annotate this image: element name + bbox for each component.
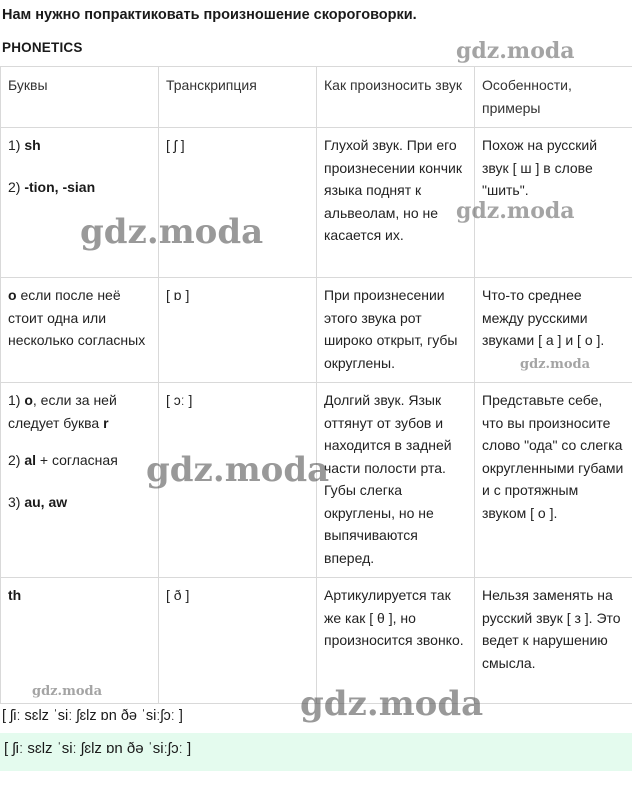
answer-transcription: [ ʃiː sɛlz ˈsiː ʃɛlz ɒn ðə ˈsiːʃɔː ]	[2, 708, 183, 724]
header-notes: Особенности, примеры	[475, 67, 632, 128]
letters-cell: th	[1, 578, 159, 704]
transcription-cell: [ ɔː ]	[159, 383, 317, 578]
watermark: gdz.moda	[146, 450, 330, 490]
page-heading: Нам нужно попрактиковать произношение скороговорки.	[2, 7, 417, 23]
table-row	[1, 128, 632, 278]
how-cell: Долгий звук. Язык оттянут от зубов и находится в задней части полости рта. Губы слегка округлены, но не выпячиваются вперед.	[317, 383, 475, 578]
header-transcription: Транскрипция	[159, 67, 317, 128]
notes-cell: Похож на русский звук [ ш ] в слове "шить".	[475, 128, 632, 278]
notes-cell: Представьте себе, что вы произносите слово "ода" со слегка округленными губами и с протяжным звуком [ о ].	[475, 383, 632, 578]
notes-cell: Нельзя заменять на русский звук [ з ]. Это ведет к нарушению смысла.	[475, 578, 632, 704]
watermark: gdz.moda	[300, 684, 484, 724]
table-header-row	[1, 67, 632, 128]
watermark: gdz.moda	[32, 684, 103, 699]
notes-cell: Что-то среднее между русскими звуками [ а ] и [ о ].	[475, 278, 632, 383]
transcription-cell: [ ʃ ]	[159, 128, 317, 278]
watermark: gdz.moda	[456, 198, 575, 224]
how-cell: Глухой звук. При его произнесении кончик языка поднят к альвеолам, но не касается их.	[317, 128, 475, 278]
watermark: gdz.moda	[80, 212, 264, 252]
table-row	[1, 383, 632, 578]
transcription-cell: [ ð ]	[159, 578, 317, 704]
header-letters: Буквы	[1, 67, 159, 128]
how-cell: При произнесении этого звука рот широко открыт, губы округлены.	[317, 278, 475, 383]
table-row	[1, 578, 632, 704]
letters-cell: 1) o, если за ней следует буква r 2) al + согласная 3) au, aw	[1, 383, 159, 578]
how-cell: Артикулируется так же как [ θ ], но произносится звонко.	[317, 578, 475, 704]
table-row	[1, 278, 632, 383]
watermark: gdz.moda	[520, 357, 591, 372]
watermark: gdz.moda	[456, 38, 575, 64]
letters-cell: o если после неё стоит одна или несколько согласных	[1, 278, 159, 383]
letters-cell: 1) sh 2) -tion, -sian	[1, 128, 159, 278]
section-title: PHONETICS	[2, 40, 83, 55]
phonetics-table	[0, 66, 632, 704]
answer-transcription-highlighted: [ ʃiː sɛlz ˈsiː ʃɛlz ɒn ðə ˈsiːʃɔː ]	[0, 733, 632, 771]
transcription-cell: [ ɒ ]	[159, 278, 317, 383]
header-how: Как произносить звук	[317, 67, 475, 128]
